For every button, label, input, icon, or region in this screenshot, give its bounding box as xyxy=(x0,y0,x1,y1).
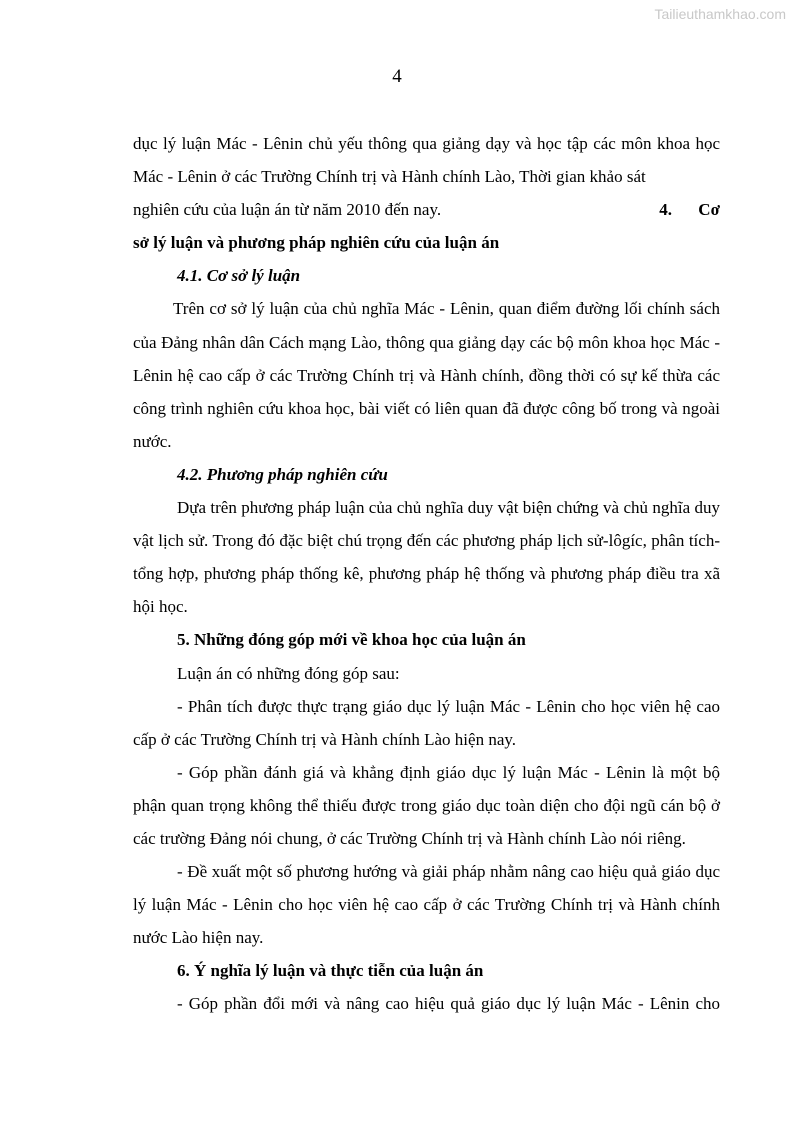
paragraph-5-intro: Luận án có những đóng góp sau: xyxy=(177,663,400,683)
paragraph-intro-end xyxy=(133,193,720,226)
paragraph-5-c: - Đề xuất một số phương hướng và giải pháp nhằm nâng cao hiệu quả giáo dục lý luận Mác - Lênin cho học viên hệ cao cấp ở các Trường Chính trị và Hành chính nước Lào hiện nay. xyxy=(133,862,720,948)
paragraph-5-b: - Góp phần đánh giá và khẳng định giáo dục lý luận Mác - Lênin là một bộ phận quan trọng không thể thiếu được trong giáo dục toàn diện cho đội ngũ cán bộ ở các trường Đảng nói chung, ở các Trường Chính trị và Hành chính Lào nói riêng. xyxy=(133,762,720,848)
heading-4-2: 4.2. Phương pháp nghiên cứu xyxy=(177,464,388,484)
paragraph-4-2: Dựa trên phương pháp luận của chủ nghĩa duy vật biện chứng và chủ nghĩa duy vật lịch sử. Trong đó đặc biệt chú trọng đến các phương pháp lịch sử-lôgíc, phân tích-tổng hợp, phương pháp thống kê, phương pháp hệ thống và phương pháp điều tra xã hội học. xyxy=(133,498,720,617)
paragraph-intro: dục lý luận Mác - Lênin chủ yếu thông qua giảng dạy và học tập các môn khoa học Mác - Lênin ở các Trường Chính trị và Hành chính Lào, Thời gian khảo sát xyxy=(133,134,720,187)
heading-4-start: 4. Cơ xyxy=(659,200,720,220)
heading-6: 6. Ý nghĩa lý luận và thực tiễn của luận án xyxy=(177,961,484,981)
heading-4: sở lý luận và phương pháp nghiên cứu của luận án xyxy=(133,233,500,253)
paragraph-4-1: Trên cơ sở lý luận của chủ nghĩa Mác - Lênin, quan điểm đường lối chính sách của Đảng nhân dân Cách mạng Lào, thông qua giảng dạy các bộ môn khoa học Mác - Lênin hệ cao cấp ở các Trường Chính trị và Hành chính, đồng thời có sự kế thừa các công trình nghiên cứu khoa học, bài viết có liên quan đã được công bố trong và ngoài nước. xyxy=(133,299,720,451)
paragraph-intro-last-line: nghiên cứu của luận án từ năm 2010 đến nay. xyxy=(133,200,442,220)
heading-4-1: 4.1. Cơ sở lý luận xyxy=(177,266,301,286)
watermark: Tailieuthamkhao.com xyxy=(654,6,786,22)
page-number: 4 xyxy=(392,66,402,87)
heading-5: 5. Những đóng góp mới về khoa học của luận án xyxy=(177,630,526,650)
paragraph-6-a: - Góp phần đổi mới và nâng cao hiệu quả giáo dục lý luận Mác - Lênin cho xyxy=(177,994,720,1014)
document-body xyxy=(133,127,720,1021)
paragraph-5-a: - Phân tích được thực trạng giáo dục lý luận Mác - Lênin cho học viên hệ cao cấp ở các Trường Chính trị và Hành chính Lào hiện nay. xyxy=(133,696,720,749)
